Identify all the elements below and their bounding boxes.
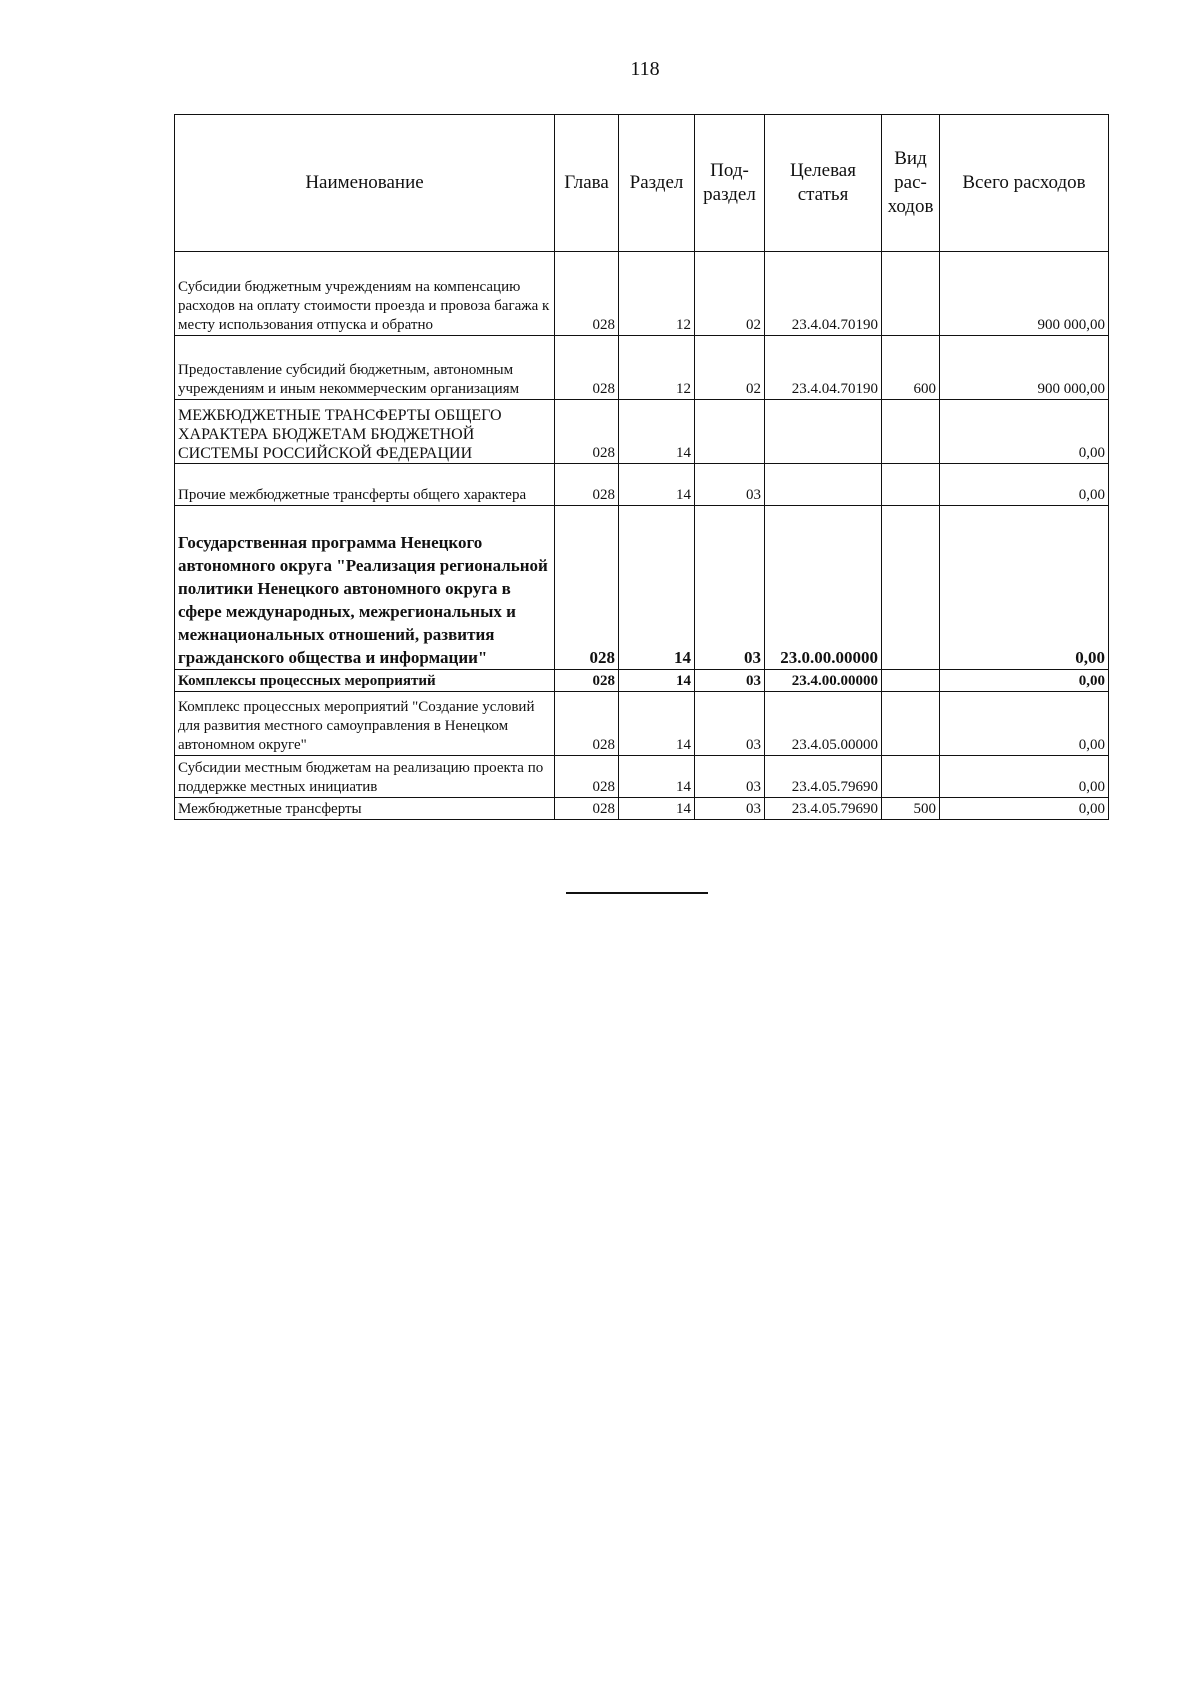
- row-section: 14: [619, 798, 695, 820]
- row-name: Предоставление субсидий бюджетным, автономным учреждениям и иным некоммерческим организациям: [175, 336, 555, 400]
- row-subsection: 02: [695, 336, 765, 400]
- row-chapter: 028: [555, 400, 619, 464]
- row-total: 0,00: [940, 798, 1109, 820]
- row-type: [882, 252, 940, 336]
- row-section: 12: [619, 336, 695, 400]
- header-target: Целевая статья: [765, 115, 882, 252]
- row-type: [882, 464, 940, 506]
- row-target: 23.4.05.79690: [765, 756, 882, 798]
- row-target: 23.4.05.79690: [765, 798, 882, 820]
- table-row: [175, 692, 1109, 756]
- row-type: 600: [882, 336, 940, 400]
- row-name: Комплексы процессных мероприятий: [175, 670, 555, 692]
- row-section: 14: [619, 692, 695, 756]
- row-chapter: 028: [555, 464, 619, 506]
- row-section: 14: [619, 400, 695, 464]
- row-section: 14: [619, 670, 695, 692]
- row-total: 0,00: [940, 692, 1109, 756]
- row-chapter: 028: [555, 756, 619, 798]
- header-chapter: Глава: [555, 115, 619, 252]
- table-row: [175, 670, 1109, 692]
- header-type: Вид рас- ходов: [882, 115, 940, 252]
- header-section: Раздел: [619, 115, 695, 252]
- row-subsection: 03: [695, 798, 765, 820]
- row-type: [882, 756, 940, 798]
- row-name: Субсидии местным бюджетам на реализацию проекта по поддержке местных инициатив: [175, 756, 555, 798]
- row-type: [882, 506, 940, 670]
- row-type: 500: [882, 798, 940, 820]
- table-row: [175, 400, 1109, 464]
- row-name: Государственная программа Ненецкого автономного округа "Реализация региональной политики Ненецкого автономного округа в сфере международных, межрегиональных и межнациональных отношений, развития гражданского общества и информации": [175, 506, 555, 670]
- row-total: 0,00: [940, 464, 1109, 506]
- row-chapter: 028: [555, 506, 619, 670]
- header-name: Наименование: [175, 115, 555, 252]
- header-row: [175, 115, 1109, 252]
- row-target: 23.4.05.00000: [765, 692, 882, 756]
- row-total: 900 000,00: [940, 252, 1109, 336]
- row-type: [882, 400, 940, 464]
- row-chapter: 028: [555, 798, 619, 820]
- table-row: [175, 464, 1109, 506]
- row-subsection: 03: [695, 506, 765, 670]
- row-name: МЕЖБЮДЖЕТНЫЕ ТРАНСФЕРТЫ ОБЩЕГО ХАРАКТЕРА БЮДЖЕТАМ БЮДЖЕТНОЙ СИСТЕМЫ РОССИЙСКОЙ ФЕДЕРАЦИИ: [175, 400, 555, 464]
- table-row: [175, 506, 1109, 670]
- table-row: [175, 798, 1109, 820]
- row-name: Прочие межбюджетные трансферты общего характера: [175, 464, 555, 506]
- row-total: 0,00: [940, 670, 1109, 692]
- row-name: Комплекс процессных мероприятий "Создание условий для развития местного самоуправления в Ненецком автономном округе": [175, 692, 555, 756]
- row-total: 0,00: [940, 400, 1109, 464]
- table-row: [175, 336, 1109, 400]
- row-name: Субсидии бюджетным учреждениям на компенсацию расходов на оплату стоимости проезда и провоза багажа к месту использования отпуска и обратно: [175, 252, 555, 336]
- row-subsection: [695, 400, 765, 464]
- budget-table: [174, 114, 1109, 820]
- row-total: 0,00: [940, 756, 1109, 798]
- row-section: 14: [619, 506, 695, 670]
- row-target: [765, 400, 882, 464]
- row-subsection: 03: [695, 670, 765, 692]
- row-total: 900 000,00: [940, 336, 1109, 400]
- table-row: [175, 756, 1109, 798]
- row-name: Межбюджетные трансферты: [175, 798, 555, 820]
- page-number: 118: [630, 58, 660, 80]
- row-chapter: 028: [555, 252, 619, 336]
- row-subsection: 03: [695, 692, 765, 756]
- row-subsection: 02: [695, 252, 765, 336]
- row-type: [882, 692, 940, 756]
- row-target: 23.4.00.00000: [765, 670, 882, 692]
- end-of-document-rule: [566, 892, 708, 894]
- header-subsection: Под- раздел: [695, 115, 765, 252]
- row-type: [882, 670, 940, 692]
- row-target: [765, 464, 882, 506]
- row-section: 14: [619, 756, 695, 798]
- row-section: 12: [619, 252, 695, 336]
- row-target: 23.4.04.70190: [765, 336, 882, 400]
- row-target: 23.4.04.70190: [765, 252, 882, 336]
- table-row: [175, 252, 1109, 336]
- row-section: 14: [619, 464, 695, 506]
- row-total: 0,00: [940, 506, 1109, 670]
- row-target: 23.0.00.00000: [765, 506, 882, 670]
- header-total: Всего расходов: [940, 115, 1109, 252]
- row-subsection: 03: [695, 756, 765, 798]
- row-chapter: 028: [555, 336, 619, 400]
- row-chapter: 028: [555, 670, 619, 692]
- row-chapter: 028: [555, 692, 619, 756]
- row-subsection: 03: [695, 464, 765, 506]
